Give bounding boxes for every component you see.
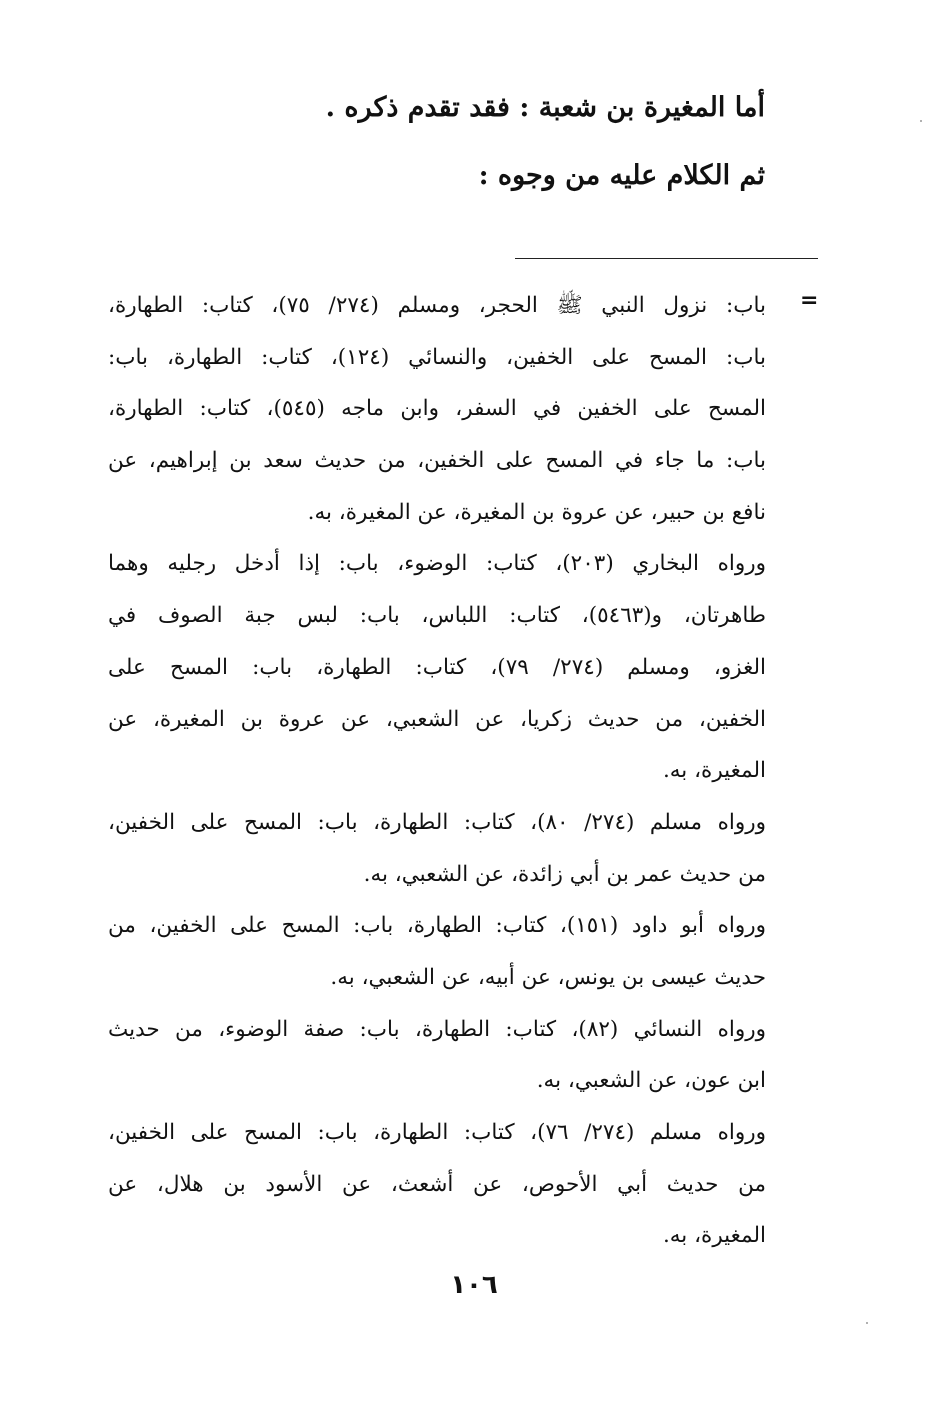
footnote-paragraph <box>108 1004 766 1107</box>
footnote-line: من حديث عمر بن أبي زائدة، عن الشعبي، به. <box>363 861 766 887</box>
footnote-line: ورواه البخاري (٢٠٣)، كتاب: الوضوء، باب: إذا أدخل رجليه وهما <box>108 551 766 577</box>
main-text-line-1: أما المغيرة بن شعبة : فقد تقدم ذكره . <box>325 92 765 123</box>
footnote-line: ورواه أبو داود (١٥١)، كتاب: الطهارة، باب: المسح على الخفين، من <box>108 913 766 939</box>
footnote-line: حديث عيسى بن يونس، عن أبيه، عن الشعبي، به. <box>330 964 766 990</box>
footnote-paragraph <box>108 797 766 900</box>
footnote-line: ورواه مسلم (٢٧٤/ ٨٠)، كتاب: الطهارة، باب: المسح على الخفين، <box>108 809 766 835</box>
footnote-line: من حديث أبي الأحوص، عن أشعث، عن الأسود بن هلال، عن <box>108 1171 766 1197</box>
scan-speck <box>920 120 922 122</box>
footnotes-block <box>108 280 766 1262</box>
footnote-line: المغيرة، به. <box>662 1223 766 1249</box>
scan-speck <box>866 1322 868 1324</box>
footnote-line: باب: نزول النبي ﷺ الحجر، ومسلم (٢٧٤/ ٧٥)، كتاب: الطهارة، <box>108 293 766 318</box>
footnote-paragraph <box>108 1107 766 1262</box>
page-number: ١٠٦ <box>450 1270 498 1300</box>
footnote-line: المسح على الخفين في السفر، وابن ماجه (٥٤٥)، كتاب: الطهارة، <box>108 396 766 422</box>
footnote-continuation-mark: = <box>800 288 819 313</box>
footnote-line: المغيرة، به. <box>662 758 766 784</box>
footnote-line: طاهرتان، و(٥٤٦٣)، كتاب: اللباس، باب: لبس جبة الصوف في <box>108 603 766 629</box>
footnote-line: باب: ما جاء في المسح على الخفين، من حديث سعد بن إبراهيم، عن <box>108 448 766 474</box>
footnote-paragraph <box>108 280 766 538</box>
footnote-line: الغزو، ومسلم (٢٧٤/ ٧٩)، كتاب: الطهارة، باب: المسح على <box>108 654 766 680</box>
footnote-line: ورواه مسلم (٢٧٤/ ٧٦)، كتاب: الطهارة، باب: المسح على الخفين، <box>108 1120 766 1145</box>
footnote-line: الخفين، من حديث زكريا، عن الشعبي، عن عروة بن المغيرة، عن <box>108 706 766 732</box>
footnote-paragraph <box>108 900 766 1003</box>
footnote-line: ورواه النسائي (٨٢)، كتاب: الطهارة، باب: صفة الوضوء، من حديث <box>108 1016 766 1042</box>
main-text-line-2: ثم الكلام عليه من وجوه : <box>478 160 765 191</box>
footnote-separator-rule <box>515 258 818 259</box>
footnote-line: نافع بن حبير، عن عروة بن المغيرة، عن المغيرة، به. <box>307 499 766 525</box>
footnote-line: باب: المسح على الخفين، والنسائي (١٢٤)، كتاب: الطهارة، باب: <box>108 344 766 370</box>
footnote-line: ابن عون، عن الشعبي، به. <box>536 1068 766 1094</box>
footnote-paragraph <box>108 538 766 796</box>
